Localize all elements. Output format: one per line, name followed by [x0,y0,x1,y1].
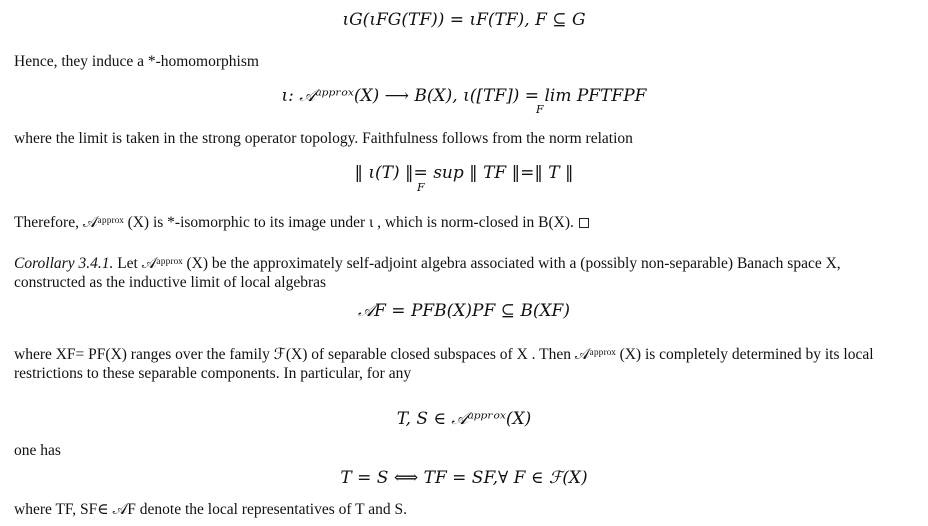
limit-subscript: F [536,103,544,116]
paragraph-strong-topology: where the limit is taken in the strong operator topology. Faithfulness follows from the norm relation [14,130,633,147]
sup-subscript: F [417,181,425,194]
equation-local-algebra: 𝒜F = PFB(X)PF ⊆ B(XF) [358,301,570,321]
corollary-label: Corollary 3.4.1. [14,255,114,272]
equation-norm-relation: ‖ ι(T) ‖= sup ‖ TF ‖=‖ T ‖ [354,163,574,183]
equation-compatibility: ιG(ιFG(TF)) = ιF(TF), F ⊆ G [342,10,586,30]
equation-elements: T, S ∈ 𝒜ᵃᵖᵖʳᵒˣ(X) [396,409,532,429]
paragraph-isomorphism [14,213,914,232]
paragraph-corollary [14,254,914,292]
paragraph-local-representatives: where TF, SF∈ 𝒜F denote the local representatives of T and S. [14,501,407,518]
paragraph-homomorphism-intro: Hence, they induce a *-homomorphism [14,53,259,70]
isomorphism-text: Therefore, 𝒜ᵃᵖᵖʳᵒˣ (X) is *-isomorphic to its image under ι , which is norm-closed in B(X). [14,214,574,231]
equation-homomorphism: ι: 𝒜ᵃᵖᵖʳᵒˣ(X) ⟶ B(X), ι([TF]) = lim PFTFPF [281,86,647,106]
qed-icon [579,218,589,228]
paragraph-local-restrictions: where XF= PF(X) ranges over the family ℱ(X) of separable closed subspaces of X . Then 𝒜ᵃᵖᵖʳᵒˣ (X) is completely determined by its local restrictions to these separable components. In particular, for any [14,346,874,382]
paragraph-one-has: one has [14,442,61,459]
corollary-text: Let 𝒜ᵃᵖᵖʳᵒˣ (X) be the approximately self-adjoint algebra associated with a (possibly non-separable) Banach space X, constructed as the inductive limit of local algebras [14,255,841,291]
equation-equality-criterion: T = S ⟺ TF = SF,∀ F ∈ ℱ(X) [340,468,588,488]
